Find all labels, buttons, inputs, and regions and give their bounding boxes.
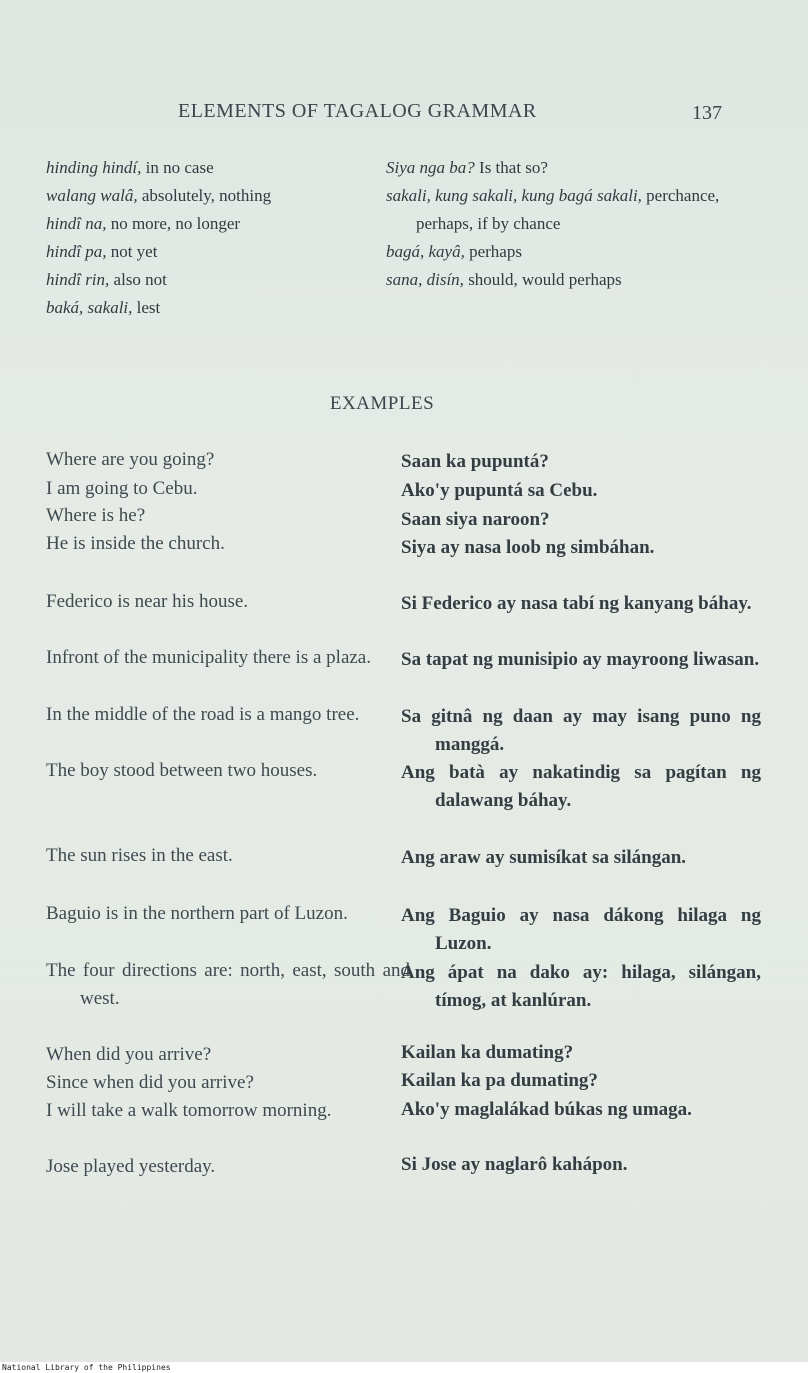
- running-head: [0, 100, 808, 130]
- running-title: ELEMENTS OF TAGALOG GRAMMAR: [178, 100, 537, 122]
- adverb-term: hinding hindí,: [46, 158, 142, 177]
- adverb-entry: [386, 238, 726, 266]
- example-tagalog: Ang araw ay sumisíkat sa silángan.: [401, 847, 687, 868]
- example-english: Jose played yesterday.: [46, 1156, 216, 1177]
- example-english: He is inside the church.: [46, 533, 225, 554]
- adverb-entry: [46, 238, 376, 266]
- adverb-entry: [46, 266, 376, 294]
- example-english: I will take a walk tomorrow morning.: [46, 1100, 332, 1121]
- adverb-term: walang walâ,: [46, 186, 138, 205]
- adverb-gloss: perchance, perhaps, if by chance: [416, 186, 720, 233]
- adverb-entry: [46, 294, 376, 322]
- section-heading: EXAMPLES: [329, 393, 435, 414]
- example-tagalog: Ang Baguio ay nasa dákong hilaga ng Luzon.: [401, 905, 761, 954]
- example-english: Since when did you arrive?: [46, 1072, 254, 1093]
- example-english: Where are you going?: [46, 449, 215, 470]
- adverb-gloss: also not: [109, 270, 167, 289]
- example-tagalog: Si Federico ay nasa tabí ng kanyang báhay.: [401, 593, 752, 614]
- example-tagalog: Siya ay nasa loob ng simbáhan.: [401, 537, 655, 558]
- example-tagalog: Saan ka pupuntá?: [401, 451, 549, 472]
- adverb-gloss: lest: [132, 298, 161, 317]
- example-english: When did you arrive?: [46, 1044, 212, 1065]
- adverb-entry: [386, 266, 726, 294]
- example-tagalog: Kailan ka dumating?: [401, 1042, 574, 1063]
- adverb-entry: [46, 182, 376, 210]
- adverb-gloss: should, would perhaps: [463, 270, 622, 289]
- example-english: Federico is near his house.: [46, 591, 249, 612]
- example-tagalog: Kailan ka pa dumating?: [401, 1070, 598, 1091]
- example-tagalog: Sa tapat ng munisipio ay mayroong liwasan.: [401, 649, 760, 670]
- adverb-term: baká, sakali,: [46, 298, 133, 317]
- adverb-term: hindî rin,: [46, 270, 110, 289]
- example-tagalog: Ang batà ay nakatindig sa pagítan ng dalawang báhay.: [401, 762, 761, 811]
- adverb-gloss: absolutely, nothing: [137, 186, 272, 205]
- adverb-term: sakali, kung sakali, kung bagá sakali,: [386, 186, 642, 205]
- example-english: Where is he?: [46, 505, 146, 526]
- example-tagalog: Saan siya naroon?: [401, 509, 550, 530]
- example-english: In the middle of the road is a mango tree.: [46, 704, 360, 725]
- adverb-entry: [386, 154, 726, 182]
- adverb-term: hindî na,: [46, 214, 107, 233]
- example-english: The four directions are: north, east, south and west.: [46, 960, 410, 1009]
- example-tagalog: Ang ápat na dako ay: hilaga, silángan, tímog, at kanlúran.: [401, 962, 761, 1011]
- example-english: Infront of the municipality there is a plaza.: [46, 647, 371, 668]
- adverb-list-right: [386, 154, 726, 294]
- adverb-list-left: [46, 154, 376, 322]
- example-english: I am going to Cebu.: [46, 478, 198, 499]
- footer-credit: National Library of the Philippines: [2, 1363, 171, 1372]
- example-tagalog: Si Jose ay naglarô kahápon.: [401, 1154, 628, 1175]
- example-english: Baguio is in the northern part of Luzon.: [46, 903, 348, 924]
- adverb-entry: [46, 210, 376, 238]
- adverb-gloss: perhaps: [464, 242, 522, 261]
- example-english: The boy stood between two houses.: [46, 760, 318, 781]
- adverb-term: bagá, kayâ,: [386, 242, 465, 261]
- example-english: The sun rises in the east.: [46, 845, 233, 866]
- adverb-gloss: no more, no longer: [106, 214, 241, 233]
- adverb-term: sana, disín,: [386, 270, 464, 289]
- adverb-entry: [386, 182, 726, 238]
- page-number: 137: [692, 102, 722, 124]
- adverb-entry: [46, 154, 376, 182]
- example-tagalog: Sa gitnâ ng daan ay may isang puno ng manggá.: [401, 706, 761, 755]
- example-tagalog: Ako'y maglalákad búkas ng umaga.: [401, 1099, 692, 1120]
- adverb-term: Siya nga ba?: [386, 158, 475, 177]
- adverb-term: hindî pa,: [46, 242, 107, 261]
- adverb-gloss: not yet: [106, 242, 158, 261]
- example-tagalog: Ako'y pupuntá sa Cebu.: [401, 480, 598, 501]
- adverb-gloss: Is that so?: [474, 158, 548, 177]
- adverb-gloss: in no case: [141, 158, 214, 177]
